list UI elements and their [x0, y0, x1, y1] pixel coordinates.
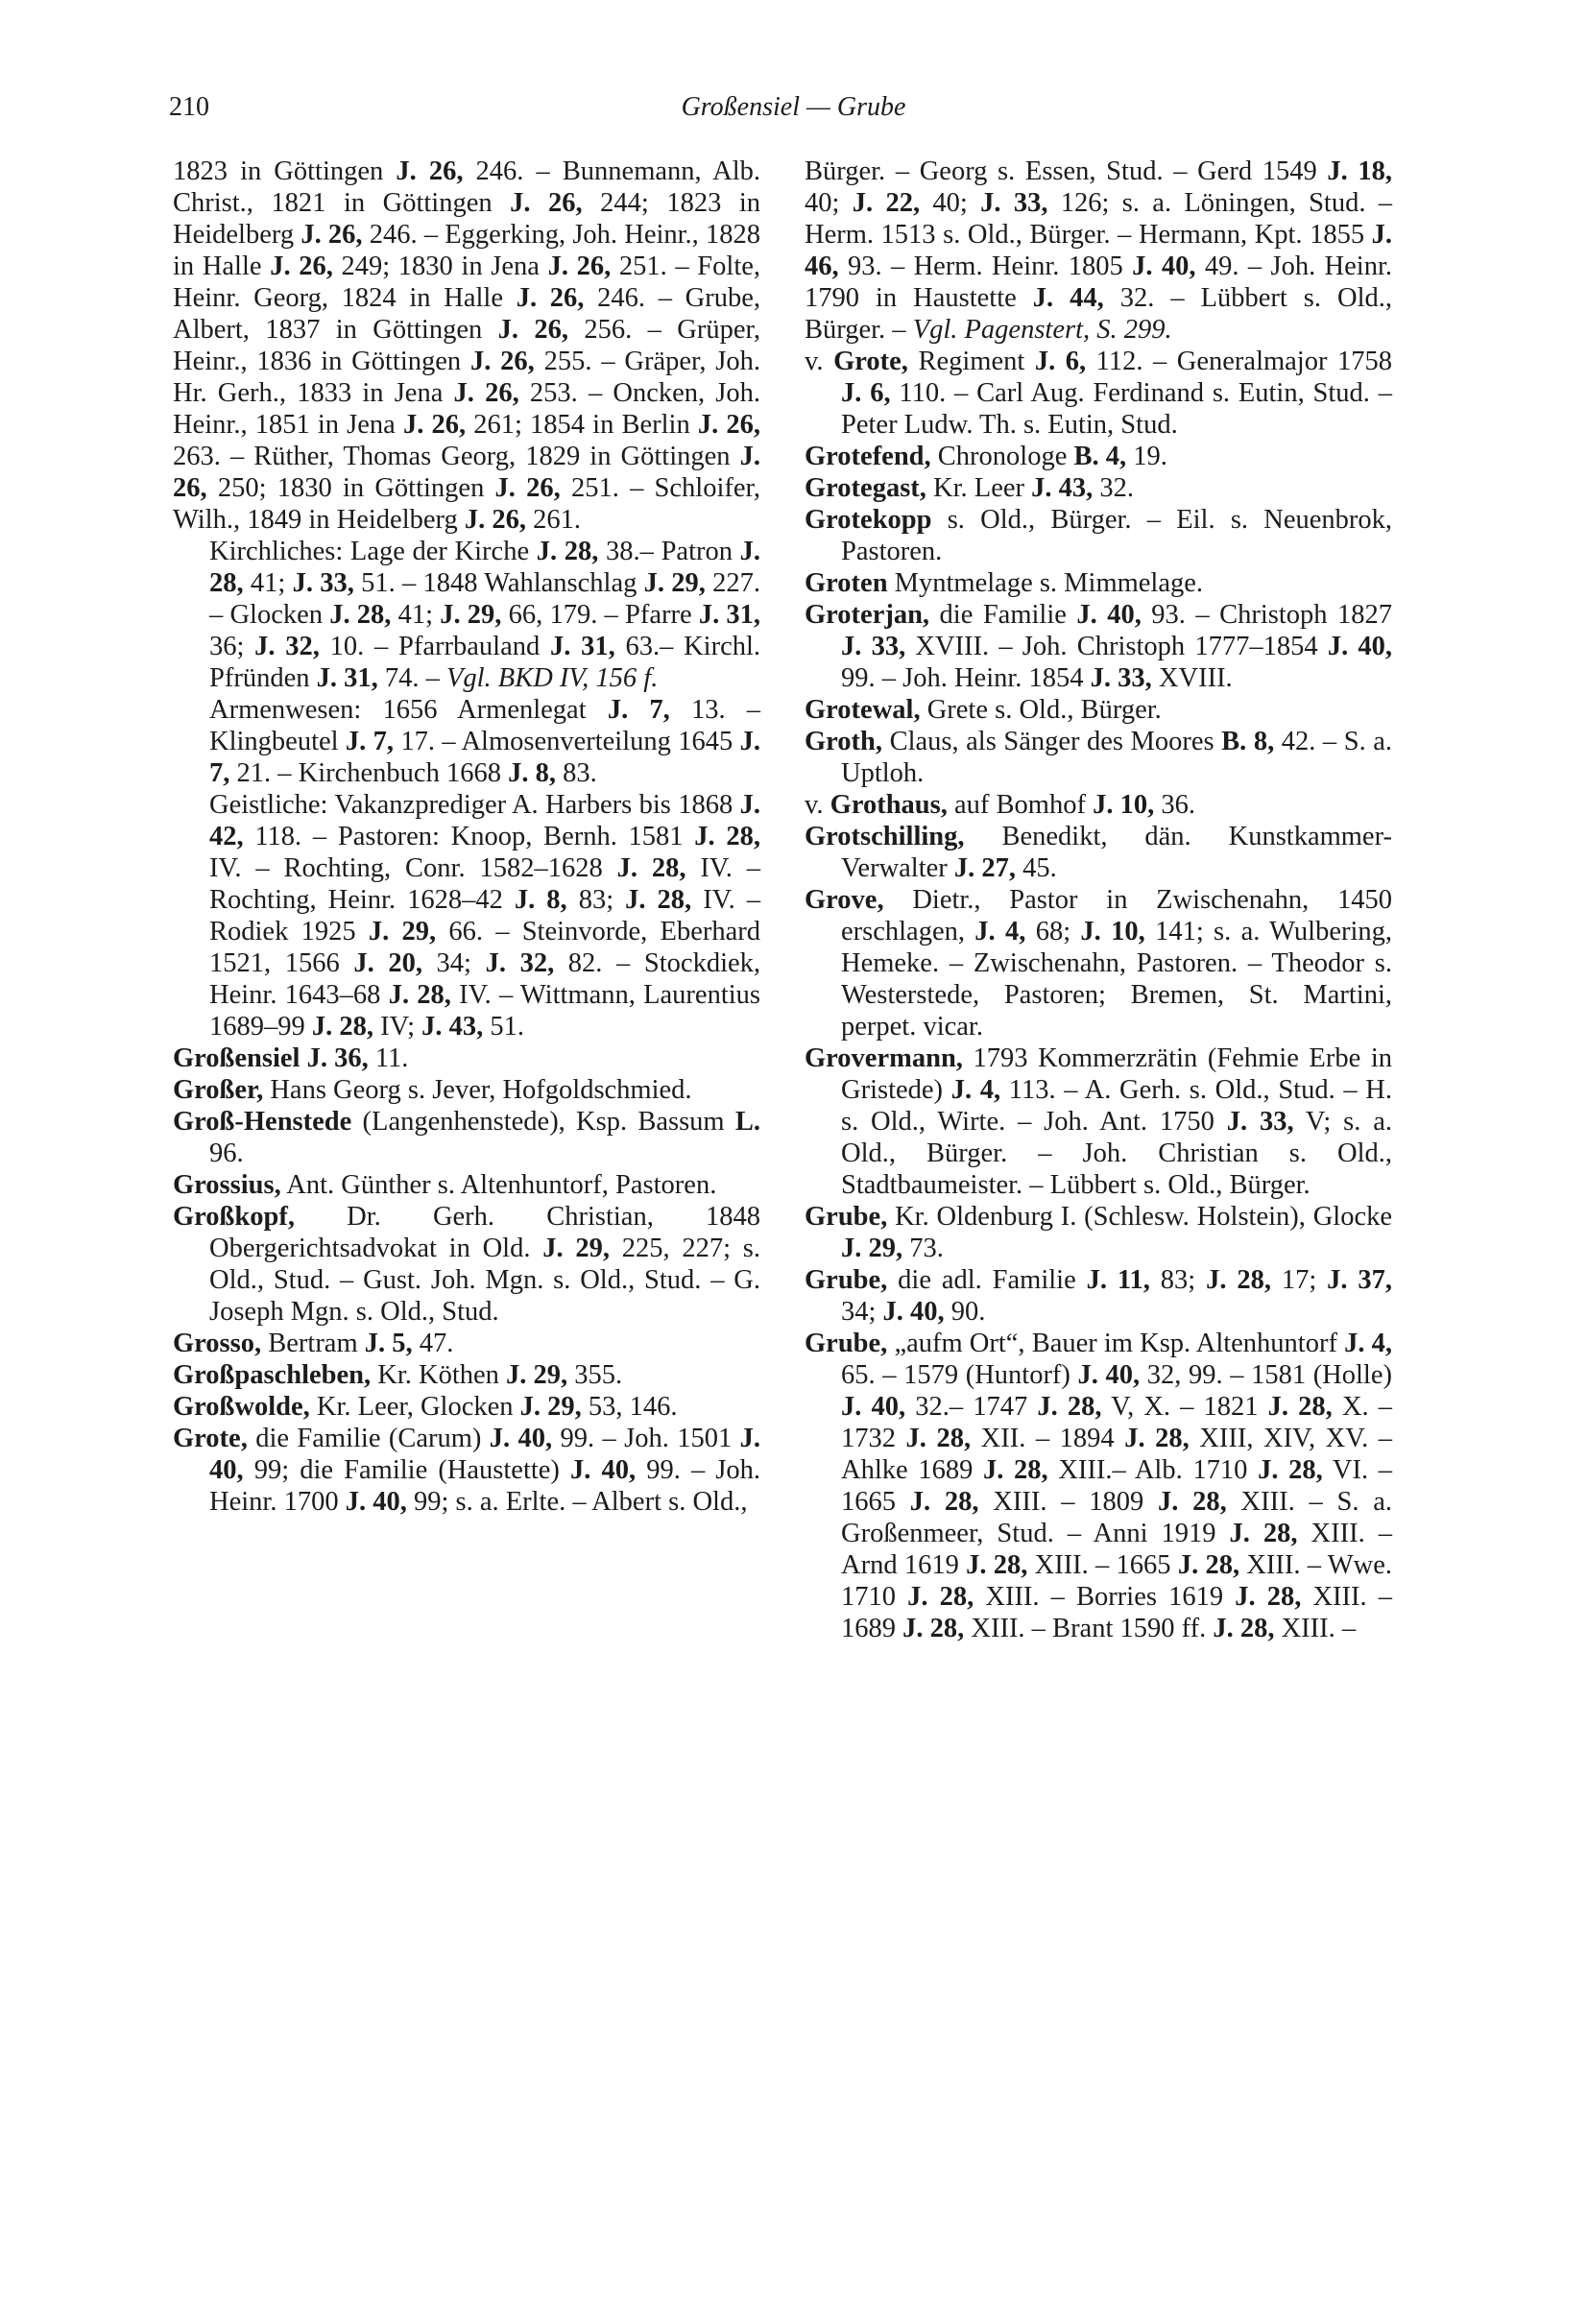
- entry-text: XIII. –: [1274, 1614, 1357, 1643]
- entry-text: 263. – Rüther, Thomas Georg, 1829 in Göttingen: [173, 442, 740, 471]
- volume-reference: J. 40,: [1076, 600, 1142, 630]
- entry-text: 13. – Klingbeutel: [209, 695, 761, 756]
- entry-text: 10. – Pfarrbauland: [319, 632, 550, 661]
- entry-text: 99. – Joh. Heinr. 1854: [841, 663, 1091, 693]
- entry-text: 244; 1823 in Heidelberg: [173, 188, 761, 250]
- entry-text: 126; s. a. Löningen, Stud. – Herm. 1513 s. Old., Bürger. – Hermann, Kpt. 1855: [805, 188, 1393, 250]
- volume-reference: J. 28,: [1177, 1550, 1240, 1580]
- volume-reference: J. 22,: [852, 188, 921, 218]
- entry-text: 11.: [368, 1043, 409, 1073]
- volume-reference: J. 40,: [1132, 252, 1196, 281]
- volume-reference: J. 46,: [805, 220, 1392, 281]
- volume-reference: J. 44,: [1032, 283, 1104, 313]
- entry-text: die Familie: [929, 600, 1077, 630]
- entry-text: 99; die Familie (Haustette): [243, 1455, 571, 1485]
- entry-text: auf Bomhof: [947, 790, 1094, 820]
- entry-headword: Grube,: [805, 1265, 888, 1295]
- entry-text: XIII. – Wwe. 1710: [841, 1550, 1393, 1612]
- entry-text: 47.: [412, 1329, 454, 1358]
- entry-text: 65. – 1579 (Huntorf): [841, 1360, 1078, 1390]
- entry-text: Ant. Günther s. Altenhuntorf, Pastoren.: [280, 1170, 717, 1200]
- entry-text: 32.: [1093, 473, 1134, 503]
- entry-text: Regiment: [907, 347, 1035, 376]
- entry-text: [300, 1043, 306, 1073]
- entry-text: 66. – Steinvorde, Eberhard 1521, 1566: [209, 917, 760, 978]
- volume-reference: J. 8,: [514, 885, 567, 915]
- volume-reference: J. 28,: [388, 980, 451, 1010]
- citation-italic: Vgl. BKD IV, 156 f.: [445, 663, 659, 693]
- volume-reference: J. 33,: [292, 568, 354, 598]
- volume-reference: J. 28,: [329, 600, 392, 630]
- volume-reference: B. 4,: [1073, 442, 1127, 471]
- volume-reference: J. 33,: [1090, 663, 1152, 693]
- volume-reference: J. 28,: [909, 1487, 979, 1517]
- entry-text: 246. – Eggerking, Joh. Heinr., 1828 in Halle: [173, 220, 761, 281]
- index-entry: [173, 1169, 760, 1201]
- index-entry: [805, 726, 1392, 789]
- volume-reference: J. 6,: [841, 378, 891, 408]
- index-entry: [173, 1106, 760, 1169]
- entry-text: 36.: [1154, 790, 1195, 820]
- index-entry: [805, 346, 1392, 441]
- entry-text: 246. – Grube, Albert, 1837 in Göttingen: [173, 283, 760, 345]
- entry-text: 253. – Oncken, Joh. Heinr., 1851 in Jena: [173, 378, 761, 440]
- volume-reference: J. 28,: [1124, 1424, 1190, 1453]
- volume-reference: J. 7,: [345, 727, 395, 756]
- entry-text: 45.: [1016, 853, 1057, 883]
- entry-text: 93. – Christoph 1827: [1141, 600, 1392, 630]
- right-column: [805, 156, 1392, 1644]
- entry-text: „aufm Ort“, Bauer im Ksp. Altenhuntorf: [887, 1329, 1345, 1358]
- volume-reference: J. 28,: [209, 537, 760, 598]
- entry-text: 34;: [841, 1297, 883, 1327]
- index-entry: [805, 441, 1392, 472]
- entry-headword: Groß-Henstede: [173, 1107, 352, 1137]
- entry-headword: Großer,: [173, 1075, 264, 1105]
- volume-reference: J. 28,: [907, 1582, 974, 1612]
- entry-text: IV. – Rochting, Conr. 1582–1628: [209, 853, 617, 883]
- volume-reference: J. 37,: [1327, 1265, 1393, 1295]
- entry-headword: Groten: [805, 568, 888, 598]
- volume-reference: J. 29,: [506, 1360, 568, 1390]
- entry-text: 251. – Folte, Heinr. Georg, 1824 in Halle: [173, 252, 761, 313]
- entry-text: Kr. Leer: [926, 473, 1032, 503]
- entry-text: Grete s. Old., Bürger.: [920, 695, 1162, 725]
- volume-reference: J. 28,: [694, 822, 760, 851]
- index-entry: [173, 1391, 760, 1423]
- volume-reference: J. 5,: [364, 1329, 413, 1358]
- index-entry: [805, 472, 1392, 504]
- entry-text: 227. – Glocken: [209, 568, 761, 630]
- entry-text: 51. – 1848 Wahlanschlag: [353, 568, 644, 598]
- entry-text: XIII. – Brant 1590 ff.: [964, 1614, 1214, 1643]
- entry-text: XIII. – 1689: [841, 1582, 1393, 1643]
- entry-text: VI. – 1665: [841, 1455, 1393, 1517]
- entry-text: Benedikt, dän. Kunstkammer-Verwalter: [841, 822, 1392, 883]
- entry-text: die adl. Familie: [887, 1265, 1087, 1295]
- entry-text: Claus, als Sänger des Moores: [882, 727, 1222, 756]
- volume-reference: J. 40,: [1327, 632, 1393, 661]
- entry-text: 225, 227; s. Old., Stud. – Gust. Joh. Mgn. s. Old., Stud. – G. Joseph Mgn. s. Old., Stud.: [209, 1234, 761, 1327]
- entry-text: XIII. – S. a. Großenmeer, Stud. – Anni 1919: [841, 1487, 1393, 1548]
- entry-headword: Grothaus,: [830, 790, 948, 820]
- volume-reference: J. 26,: [469, 347, 535, 376]
- entry-text: X. – 1732: [841, 1392, 1393, 1453]
- entry-text: 1793 Kommerzrätin (Fehmie Erbe in Gristede): [841, 1043, 1392, 1105]
- volume-reference: J. 28,: [1206, 1265, 1271, 1295]
- volume-reference: L.: [734, 1107, 760, 1137]
- volume-reference: J. 28,: [1229, 1519, 1298, 1548]
- index-entry: [805, 1328, 1392, 1644]
- entry-headword: Grotekopp: [805, 505, 932, 535]
- entry-text: IV;: [373, 1012, 422, 1042]
- volume-reference: J. 4,: [950, 1075, 1001, 1105]
- volume-reference: J. 40,: [570, 1455, 637, 1485]
- volume-reference: J. 28,: [905, 1424, 972, 1453]
- entry-text: 99. – Joh. Heinr. 1700: [209, 1455, 761, 1517]
- index-subentry: [173, 536, 760, 694]
- entry-text: 261.: [525, 505, 581, 535]
- entry-text: 83;: [566, 885, 626, 915]
- entry-text: 42. – S. a. Uptloh.: [841, 727, 1393, 788]
- entry-text: 41;: [391, 600, 441, 630]
- volume-reference: J. 28,: [1037, 1392, 1102, 1422]
- volume-reference: J. 28,: [625, 885, 692, 915]
- entry-text: Kr. Köthen: [371, 1360, 507, 1390]
- entry-text: XIII. – Arnd 1619: [841, 1519, 1392, 1580]
- volume-reference: J. 40,: [209, 1424, 760, 1485]
- entry-text: Dietr., Pastor in Zwischenahn, 1450 erschlagen,: [841, 885, 1392, 946]
- volume-reference: J. 29,: [368, 917, 437, 946]
- entry-headword: Grote,: [173, 1424, 248, 1453]
- volume-reference: J. 40,: [1077, 1360, 1141, 1390]
- volume-reference: J. 26,: [497, 315, 569, 345]
- entry-text: 141; s. a. Wulbering, Hemeke. – Zwischenahn, Pastoren. – Theodor s. Westerstede, Pastoren; Bremen, St. Martini, perpet. vicar.: [841, 917, 1393, 1042]
- entry-headword: Grove,: [805, 885, 884, 915]
- entry-text: 17. – Almosenverteilung 1645: [394, 727, 740, 756]
- volume-reference: J. 26,: [464, 505, 526, 535]
- entry-headword: Grote,: [833, 347, 908, 376]
- entry-headword: Grotewal,: [805, 695, 921, 725]
- entry-text: v.: [805, 790, 830, 820]
- entry-text: 34;: [421, 948, 486, 978]
- entry-headword: Grotefend,: [805, 442, 931, 471]
- entry-text: 53, 146.: [581, 1392, 678, 1422]
- entry-headword: Grotegast,: [805, 473, 926, 503]
- entry-text: IV. – Wittmann, Laurentius 1689–99: [209, 980, 761, 1042]
- volume-reference: J. 26,: [402, 410, 467, 440]
- index-entry: [805, 1264, 1392, 1328]
- entry-text: 49. – Joh. Heinr. 1790 in Haustette: [805, 252, 1392, 313]
- volume-reference: J. 26,: [697, 410, 760, 440]
- entry-headword: Groterjan,: [805, 600, 930, 630]
- volume-reference: J. 7,: [607, 695, 670, 725]
- entry-text: 19.: [1126, 442, 1167, 471]
- entry-text: 73.: [902, 1234, 944, 1263]
- volume-reference: J. 26,: [516, 283, 585, 313]
- entry-text: 66, 179. – Pfarre: [501, 600, 699, 630]
- entry-text: XIII. – Borries 1619: [974, 1582, 1236, 1612]
- entry-text: 38.– Patron: [598, 537, 740, 566]
- entry-text: Myntmelage s. Mimmelage.: [887, 568, 1204, 598]
- volume-reference: J. 28,: [616, 853, 686, 883]
- entry-text: 261; 1854 in Berlin: [466, 410, 698, 440]
- volume-reference: J. 31,: [549, 632, 615, 661]
- index-entry: [805, 1042, 1392, 1201]
- entry-text: 99. – Joh. 1501: [552, 1424, 740, 1453]
- left-column: [173, 156, 760, 1518]
- citation-italic: Vgl. Pagenstert, S. 299.: [912, 315, 1172, 345]
- volume-reference: J. 28,: [1213, 1614, 1275, 1643]
- index-entry: [805, 789, 1392, 821]
- volume-reference: J. 27,: [953, 853, 1017, 883]
- volume-reference: J. 36,: [306, 1043, 369, 1073]
- index-entry: [805, 694, 1392, 726]
- volume-reference: J. 28,: [536, 537, 599, 566]
- entry-text: 83;: [1149, 1265, 1207, 1295]
- entry-text: 68;: [1025, 917, 1081, 946]
- entry-text: 118. – Pastoren: Knoop, Bernh. 1581: [243, 822, 695, 851]
- entry-headword: Großkopf,: [173, 1202, 295, 1232]
- index-entry: [805, 504, 1392, 567]
- volume-reference: J. 32,: [254, 632, 320, 661]
- volume-reference: J. 26,: [396, 156, 464, 186]
- index-subentry: [173, 789, 760, 1042]
- entry-text: 41;: [243, 568, 293, 598]
- volume-reference: J. 26,: [510, 188, 583, 218]
- entry-text: XII. – 1894: [971, 1424, 1125, 1453]
- index-entry: [173, 1328, 760, 1359]
- entry-headword: Grube,: [805, 1329, 888, 1358]
- index-entry: [173, 1359, 760, 1391]
- entry-text: (Langenhenstede), Ksp. Bassum: [351, 1107, 735, 1137]
- index-entry-continuation: [805, 156, 1392, 346]
- entry-text: 90.: [944, 1297, 986, 1327]
- volume-reference: J. 40,: [345, 1487, 407, 1517]
- entry-text: 21. – Kirchenbuch 1668: [229, 758, 509, 788]
- entry-text: v.: [805, 347, 834, 376]
- entry-text: die Familie (Carum): [247, 1424, 490, 1453]
- entry-text: s. Old., Bürger. – Eil. s. Neuenbrok, Pastoren.: [841, 505, 1392, 566]
- entry-text: 74. –: [377, 663, 446, 693]
- volume-reference: J. 26,: [301, 220, 363, 250]
- entry-text: 32. – Lübbert s. Old., Bürger. –: [805, 283, 1393, 345]
- volume-reference: J. 29,: [643, 568, 706, 598]
- entry-text: 255. – Gräper, Joh. Hr. Gerh., 1833 in Jena: [173, 347, 761, 408]
- entry-text: Dr. Gerh. Christian, 1848 Obergerichtsadvokat in Old.: [209, 1202, 760, 1263]
- entry-text: XVIII.: [1151, 663, 1233, 693]
- page-number: 210: [169, 92, 209, 122]
- volume-reference: J. 29,: [519, 1392, 582, 1422]
- volume-reference: J. 40,: [841, 1392, 906, 1422]
- volume-reference: J. 26,: [270, 252, 333, 281]
- volume-reference: J. 40,: [489, 1424, 553, 1453]
- index-entry: [805, 567, 1392, 599]
- index-entry: [173, 1423, 760, 1518]
- entry-headword: Großpaschleben,: [173, 1360, 372, 1390]
- volume-reference: J. 26,: [547, 252, 612, 281]
- entry-text: XIII. – 1665: [1027, 1550, 1178, 1580]
- entry-headword: Grotschilling,: [805, 822, 965, 851]
- entry-text: Bürger. – Georg s. Essen, Stud. – Gerd 1549: [805, 156, 1328, 186]
- entry-text: 246. – Bunnemann, Alb. Christ., 1821 in Göttingen: [173, 156, 761, 218]
- entry-headword: Grube,: [805, 1202, 888, 1232]
- volume-reference: J. 28,: [1158, 1487, 1227, 1517]
- volume-reference: J. 40,: [882, 1297, 945, 1327]
- volume-reference: J. 33,: [841, 632, 906, 661]
- volume-reference: J. 20,: [353, 948, 422, 978]
- volume-reference: J. 28,: [311, 1012, 373, 1042]
- volume-reference: J. 42,: [209, 790, 760, 851]
- volume-reference: J. 29,: [440, 600, 502, 630]
- entry-text: 36;: [209, 632, 255, 661]
- entry-text: 1823 in Göttingen: [173, 156, 397, 186]
- entry-text: 82. – Stockdiek, Heinr. 1643–68: [209, 948, 761, 1010]
- index-entry: [173, 1074, 760, 1106]
- volume-reference: J. 11,: [1086, 1265, 1150, 1295]
- volume-reference: J. 8,: [508, 758, 556, 788]
- entry-text: 250; 1830 in Göttingen: [206, 473, 495, 503]
- volume-reference: J. 31,: [698, 600, 761, 630]
- entry-text: IV. – Rodiek 1925: [209, 885, 760, 946]
- entry-text: IV. – Rochting, Heinr. 1628–42: [209, 853, 761, 915]
- entry-text: Bertram: [261, 1329, 365, 1358]
- entry-headword: Grosso,: [173, 1329, 262, 1358]
- index-entry: [805, 821, 1392, 884]
- entry-headword: Groth,: [805, 727, 883, 756]
- entry-text: 40;: [920, 188, 981, 218]
- volume-reference: J. 43,: [1031, 473, 1094, 503]
- volume-reference: J. 7,: [209, 727, 760, 788]
- index-entry: [173, 1201, 760, 1328]
- entry-text: 112. – Generalmajor 1758: [1086, 347, 1393, 376]
- entry-text: 99; s. a. Erlte. – Albert s. Old.,: [406, 1487, 748, 1517]
- entry-text: 110. – Carl Aug. Ferdinand s. Eutin, Stud. – Peter Ludw. Th. s. Eutin, Stud.: [841, 378, 1393, 440]
- entry-text: 355.: [567, 1360, 623, 1390]
- entry-text: 93. – Herm. Heinr. 1805: [838, 252, 1133, 281]
- entry-text: XIII. – 1809: [978, 1487, 1159, 1517]
- entry-text: Kr. Oldenburg I. (Schlesw. Holstein), Glocke: [887, 1202, 1392, 1232]
- entry-text: XIII, XIV, XV. – Ahlke 1689: [841, 1424, 1393, 1485]
- entry-text: Chronologe: [930, 442, 1074, 471]
- index-subentry: [173, 694, 760, 789]
- volume-reference: J. 6,: [1034, 347, 1087, 376]
- entry-headword: Grovermann,: [805, 1043, 963, 1073]
- volume-reference: J. 31,: [316, 663, 378, 693]
- volume-reference: B. 8,: [1221, 727, 1275, 756]
- entry-headword: Großwolde,: [173, 1392, 310, 1422]
- entry-text: 32, 99. – 1581 (Holle): [1140, 1360, 1392, 1390]
- entry-text: 251. – Schloifer, Wilh., 1849 in Heidelberg: [173, 473, 760, 535]
- index-entry: [805, 884, 1392, 1042]
- volume-reference: J. 18,: [1327, 156, 1392, 186]
- volume-reference: J. 29,: [841, 1234, 903, 1263]
- volume-reference: J. 26,: [173, 442, 760, 503]
- running-head: Großensiel — Grube: [681, 92, 906, 122]
- volume-reference: J. 26,: [494, 473, 561, 503]
- entry-text: 17;: [1270, 1265, 1328, 1295]
- entry-text: 96.: [209, 1138, 244, 1168]
- entry-text: 113. – A. Gerh. s. Old., Stud. – H. s. Old., Wirte. – Joh. Ant. 1750: [841, 1075, 1393, 1137]
- volume-reference: J. 28,: [1258, 1455, 1323, 1485]
- index-entry: [173, 1042, 760, 1074]
- volume-reference: J. 4,: [1344, 1329, 1393, 1358]
- index-entry: [805, 599, 1392, 694]
- entry-text: 40;: [805, 188, 853, 218]
- entry-text: Armenwesen: 1656 Armenlegat: [209, 695, 608, 725]
- entry-text: Kr. Leer, Glocken: [309, 1392, 520, 1422]
- volume-reference: J. 28,: [1235, 1582, 1302, 1612]
- entry-text: Kirchliches: Lage der Kirche: [209, 537, 537, 566]
- entry-headword: Großensiel: [173, 1043, 301, 1073]
- entry-text: 249; 1830 in Jena: [332, 252, 548, 281]
- volume-reference: J. 32,: [485, 948, 555, 978]
- entry-headword: Grossius,: [173, 1170, 281, 1200]
- entry-text: V; s. a. Old., Bürger. – Joh. Christian s. Old., Stadtbaumeister. – Lübbert s. Old., Bürger.: [841, 1107, 1392, 1200]
- volume-reference: J. 10,: [1093, 790, 1155, 820]
- entry-text: XIII.– Alb. 1710: [1047, 1455, 1259, 1485]
- volume-reference: J. 29,: [542, 1234, 610, 1263]
- volume-reference: J. 28,: [966, 1550, 1028, 1580]
- entry-text: 51.: [483, 1012, 525, 1042]
- volume-reference: J. 4,: [974, 917, 1026, 946]
- volume-reference: J. 10,: [1080, 917, 1145, 946]
- volume-reference: J. 28,: [902, 1614, 965, 1643]
- index-entry-continuation: [173, 156, 760, 536]
- volume-reference: J. 28,: [982, 1455, 1048, 1485]
- entry-text: 32.– 1747: [905, 1392, 1038, 1422]
- volume-reference: J. 33,: [980, 188, 1048, 218]
- entry-text: XVIII. – Joh. Christoph 1777–1854: [905, 632, 1328, 661]
- entry-text: 83.: [555, 758, 597, 788]
- entry-text: 256. – Grüper, Heinr., 1836 in Göttingen: [173, 315, 761, 376]
- volume-reference: J. 28,: [1267, 1392, 1333, 1422]
- volume-reference: J. 26,: [453, 378, 519, 408]
- entry-text: Hans Georg s. Jever, Hofgoldschmied.: [263, 1075, 692, 1105]
- volume-reference: J. 43,: [421, 1012, 484, 1042]
- entry-text: 63.– Kirchl. Pfründen: [209, 632, 761, 693]
- entry-text: Geistliche: Vakanzprediger A. Harbers bis 1868: [209, 790, 740, 820]
- index-entry: [805, 1201, 1392, 1264]
- volume-reference: J. 33,: [1226, 1107, 1294, 1137]
- entry-text: V, X. – 1821: [1101, 1392, 1268, 1422]
